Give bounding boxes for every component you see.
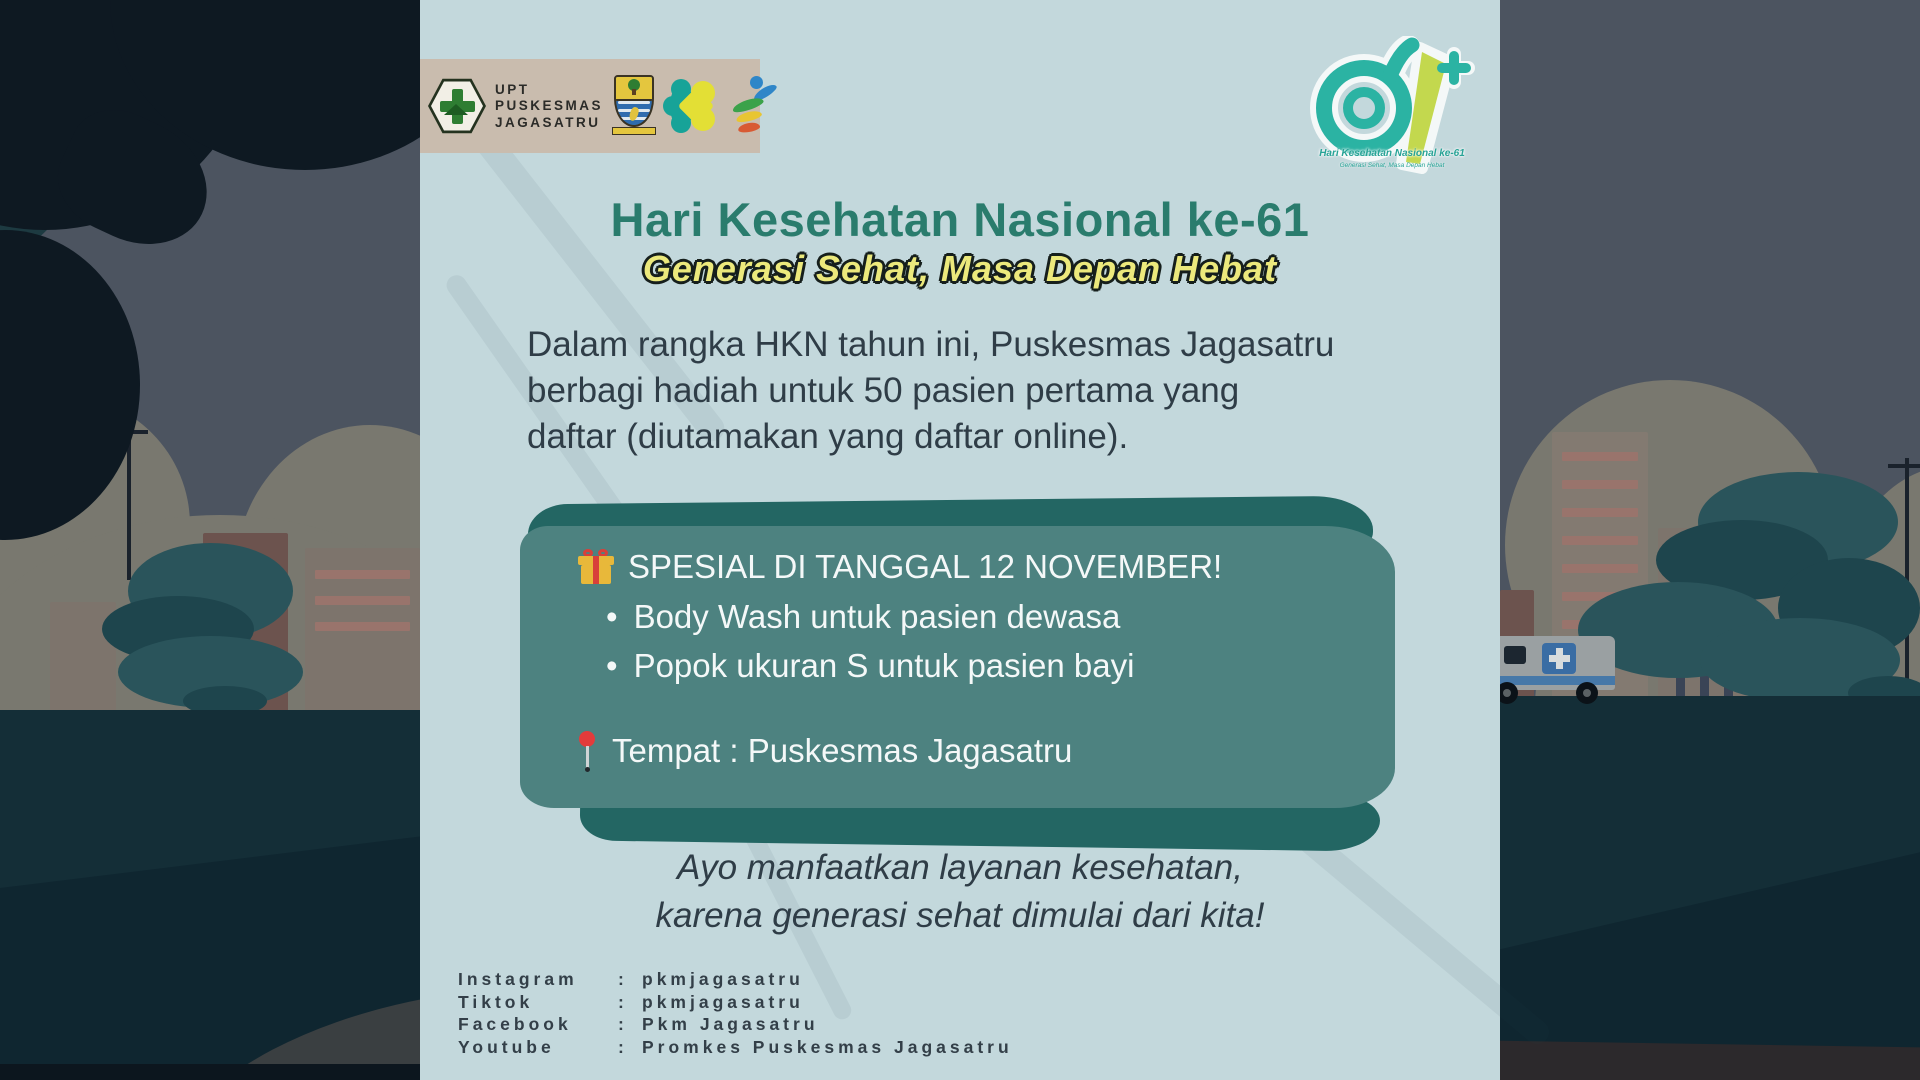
social-platform-label: Tiktok xyxy=(458,991,534,1012)
social-handle: Pkm Jagasatru xyxy=(642,1014,819,1034)
page-subtitle: Generasi Sehat, Masa Depan Hebat xyxy=(642,248,1278,289)
puskesmas-label-line: PUSKESMAS xyxy=(495,98,604,114)
social-row-tiktok xyxy=(458,991,1013,1014)
closing-message xyxy=(420,844,1500,940)
hkn-logo-subcaption: Generasi Sehat, Masa Depan Hebat xyxy=(1339,162,1445,169)
page-title: Hari Kesehatan Nasional ke-61 xyxy=(610,193,1310,246)
gift-item-label: Body Wash untuk pasien dewasa xyxy=(633,597,1121,635)
gift-item xyxy=(578,598,1338,636)
location-row xyxy=(578,729,1338,773)
crest-shield xyxy=(614,75,654,127)
building-window-stripe xyxy=(315,570,410,579)
social-platform-label: Instagram xyxy=(458,969,578,989)
pushpin-tip xyxy=(585,767,590,772)
poster-card xyxy=(420,0,1500,1080)
cross-icon xyxy=(1549,655,1570,662)
ambulance-cross-panel xyxy=(1542,643,1576,674)
social-separator: : xyxy=(618,1036,628,1057)
hospital-window-stripe xyxy=(1562,536,1638,545)
hkn-61-logo xyxy=(1302,36,1482,186)
highlight-box xyxy=(520,500,1395,848)
gift-item-label: Popok ukuran S untuk pasien bayi xyxy=(633,647,1135,685)
highlight-box-content xyxy=(578,548,1338,773)
crest-top-field xyxy=(616,77,652,101)
street-pole-arm xyxy=(1888,464,1920,468)
bullet: • xyxy=(606,597,618,635)
puskesmas-label-line: JAGASATRU xyxy=(495,114,601,130)
crest-wave xyxy=(618,101,650,104)
hkn-logo-caption: Hari Kesehatan Nasional ke-61 xyxy=(1319,148,1465,159)
building xyxy=(305,548,420,713)
hospital-window-stripe xyxy=(1562,452,1638,461)
crest-banner xyxy=(612,127,656,135)
social-row-instagram xyxy=(458,968,1013,991)
building-window-stripe xyxy=(315,622,410,631)
wheel-hub xyxy=(1583,689,1591,697)
puskesmas-label xyxy=(495,82,603,131)
social-handle: Promkes Puskesmas Jagasatru xyxy=(642,1036,1013,1057)
social-separator: : xyxy=(618,969,628,989)
building-window-stripe xyxy=(315,596,410,605)
social-handle: pkmjagasatru xyxy=(642,991,804,1012)
social-separator: : xyxy=(618,991,628,1012)
social-media-list xyxy=(458,968,1013,1058)
gift-icon xyxy=(578,549,614,585)
closing-line: Ayo manfaatkan layanan kesehatan, xyxy=(677,848,1243,887)
special-heading-row xyxy=(578,548,1338,586)
puskesmas-hexagon-cross-logo xyxy=(428,77,486,135)
location-label: Tempat : Puskesmas Jagasatru xyxy=(612,732,1073,770)
hospital-window-stripe xyxy=(1562,480,1638,489)
social-row-youtube xyxy=(458,1036,1013,1059)
organization-logo-strip xyxy=(420,59,760,153)
social-platform-label: Facebook xyxy=(458,1014,572,1034)
round-pushpin-icon xyxy=(578,729,596,773)
person-leg-swoosh xyxy=(737,121,760,134)
gift-item-list xyxy=(578,598,1338,685)
closing-line: karena generasi sehat dimulai dari kita! xyxy=(655,896,1265,935)
ambulance-window xyxy=(1504,646,1526,664)
road-strip xyxy=(1488,1041,1920,1080)
social-handle: pkmjagasatru xyxy=(642,969,804,989)
cirebon-city-crest xyxy=(612,75,656,137)
hospital-window-stripe xyxy=(1562,564,1638,573)
intro-line: berbagi hadiah untuk 50 pasien pertama yang xyxy=(527,371,1240,410)
hospital-window-stripe xyxy=(1562,508,1638,517)
germas-person-logo xyxy=(728,74,778,138)
bullet: • xyxy=(606,647,618,685)
social-row-facebook xyxy=(458,1013,1013,1036)
special-heading: SPESIAL DI TANGGAL 12 NOVEMBER! xyxy=(628,548,1223,585)
pushpin-stem xyxy=(586,746,589,768)
social-separator: : xyxy=(618,1014,628,1034)
puskesmas-label-line: UPT xyxy=(495,81,530,97)
intro-line: daftar (diutamakan yang daftar online). xyxy=(527,417,1129,456)
puskesmas-clover-logo xyxy=(665,75,719,137)
wheel-hub xyxy=(1503,689,1511,697)
intro-line: Dalam rangka HKN tahun ini, Puskesmas Jagasatru xyxy=(527,325,1335,364)
ambulance-wheel xyxy=(1576,682,1598,704)
person-head xyxy=(750,76,763,89)
crest-tree-trunk xyxy=(632,89,636,95)
house-roof-icon xyxy=(444,104,468,115)
ambulance-icon xyxy=(1488,628,1628,713)
road-strip xyxy=(0,1064,420,1080)
gift-ribbon xyxy=(593,556,599,584)
social-platform-label: Youtube xyxy=(458,1036,555,1057)
gift-item xyxy=(578,647,1338,685)
pushpin-head xyxy=(579,731,595,747)
intro-paragraph xyxy=(527,322,1407,460)
